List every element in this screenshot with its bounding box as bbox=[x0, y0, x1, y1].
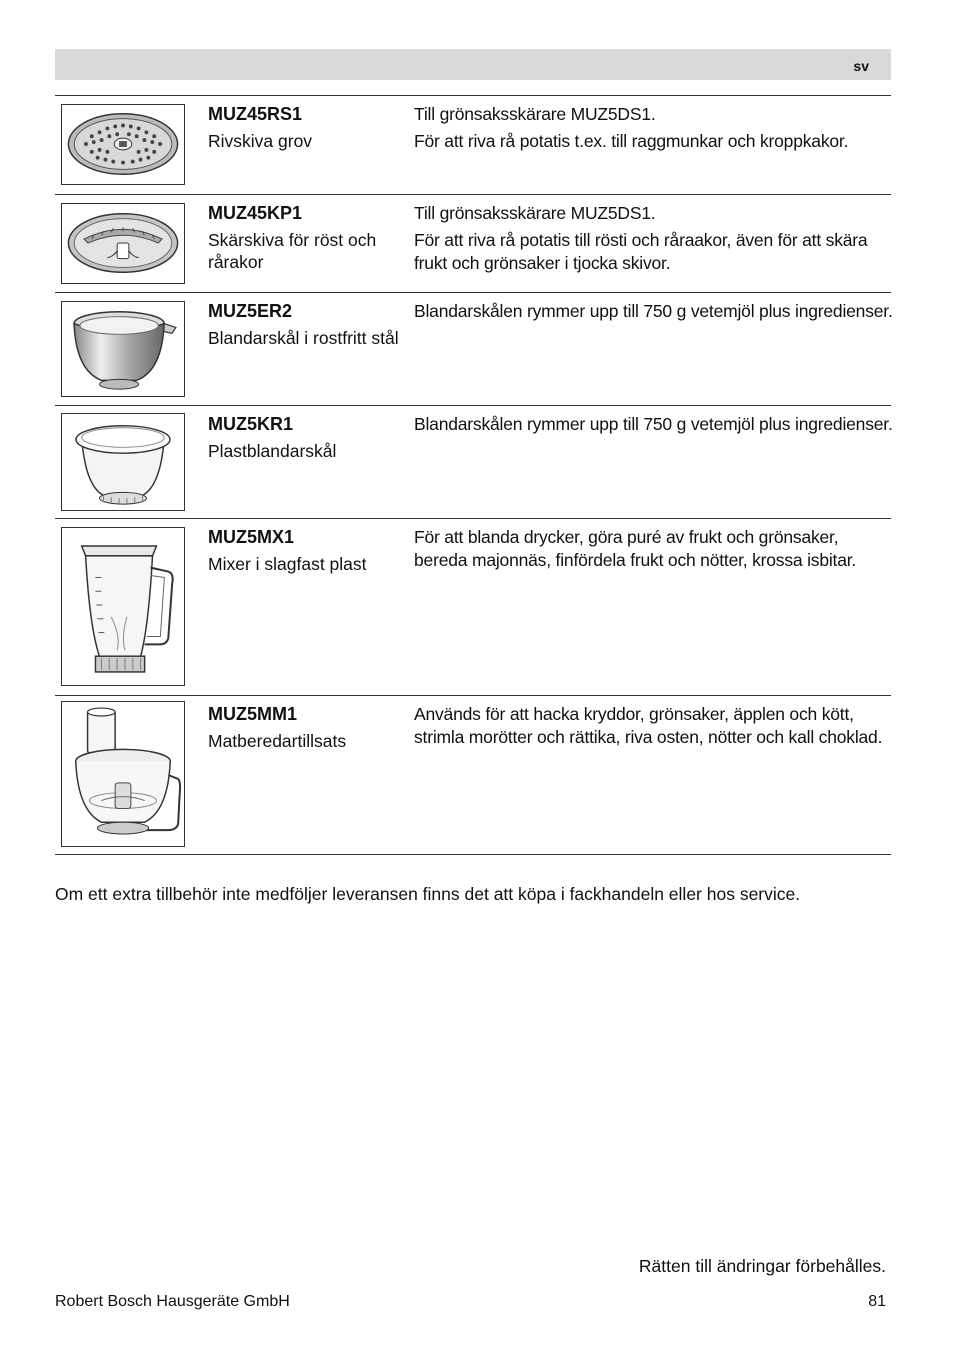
product-code: MUZ5ER2 bbox=[208, 301, 293, 321]
product-code: MUZ5MX1 bbox=[208, 527, 295, 547]
steel-bowl-icon bbox=[61, 301, 185, 397]
product-label: Plastblandarskål bbox=[208, 441, 337, 461]
slicing-disc-icon bbox=[61, 203, 185, 284]
product-description: För att riva rå potatis till rösti och råraakor, även för att skära frukt och grönsaker i tjocka skivor. bbox=[414, 230, 868, 273]
rights-reserved-text: Rätten till ändringar förbehålles. bbox=[638, 1256, 886, 1276]
product-label: Rivskiva grov bbox=[208, 131, 313, 151]
blender-jug-icon bbox=[61, 527, 185, 686]
page-number: 81 bbox=[868, 1293, 886, 1310]
language-code: sv bbox=[853, 58, 869, 74]
table-row bbox=[55, 292, 891, 405]
product-description: Till grönsaksskärare MUZ5DS1. bbox=[414, 104, 656, 124]
product-description: För att blanda drycker, göra puré av frukt och grönsaker, bereda majonnäs, finfördela frukt och nötter, krossa isbitar. bbox=[414, 527, 857, 570]
product-label: Matberedartillsats bbox=[208, 731, 347, 751]
product-label: Skärskiva för röst och rårakor bbox=[208, 230, 377, 272]
availability-note: Om ett extra tillbehör inte medföljer leveransen finns det att köpa i fackhandeln eller hos service. bbox=[55, 884, 801, 904]
accessory-table bbox=[55, 95, 891, 855]
product-label: Mixer i slagfast plast bbox=[208, 554, 367, 574]
product-description: Till grönsaksskärare MUZ5DS1. bbox=[414, 203, 656, 223]
product-description: Blandarskålen rymmer upp till 750 g vetemjöl plus ingredienser. bbox=[414, 301, 893, 321]
table-row bbox=[55, 518, 891, 695]
product-code: MUZ5KR1 bbox=[208, 414, 294, 434]
product-code: MUZ45RS1 bbox=[208, 104, 303, 124]
table-row bbox=[55, 95, 891, 194]
table-row bbox=[55, 194, 891, 292]
product-description: För att riva rå potatis t.ex. till raggmunkar och kroppkakor. bbox=[414, 131, 849, 151]
product-code: MUZ5MM1 bbox=[208, 704, 297, 724]
language-header-bar bbox=[55, 49, 891, 80]
product-label: Blandarskål i rostfritt stål bbox=[208, 328, 399, 348]
food-processor-icon bbox=[61, 701, 185, 847]
company-name: Robert Bosch Hausgeräte GmbH bbox=[55, 1293, 290, 1310]
product-description: Blandarskålen rymmer upp till 750 g vetemjöl plus ingredienser. bbox=[414, 414, 893, 434]
coarse-grating-disc-icon bbox=[61, 104, 185, 185]
table-row bbox=[55, 695, 891, 855]
plastic-bowl-icon bbox=[61, 413, 185, 511]
product-code: MUZ45KP1 bbox=[208, 203, 303, 223]
product-description: Används för att hacka kryddor, grönsaker, äpplen och kött, strimla morötter och rättika, riva osten, nötter och kall choklad. bbox=[414, 704, 883, 747]
table-row bbox=[55, 405, 891, 518]
